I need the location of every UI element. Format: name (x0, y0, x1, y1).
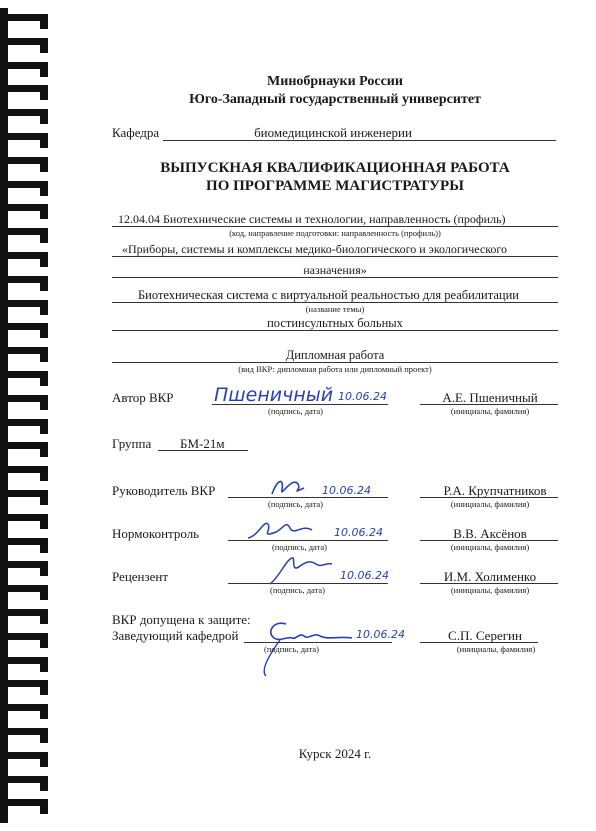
topic-line2: постинсультных больных (267, 316, 403, 330)
binding-ring (8, 85, 48, 92)
topic-line1: Биотехническая система с виртуальной реальностью для реабилитации (138, 288, 519, 302)
binding-ring-tab (40, 426, 48, 434)
head-of-department-label: Заведующий кафедрой (112, 628, 239, 643)
binding-ring-tab (40, 473, 48, 481)
binding-ring (8, 538, 48, 545)
admission-label: ВКР допущена к защите: (112, 612, 251, 627)
reviewer-name-caption: (инициалы, фамилия) (450, 585, 530, 595)
author-name-line (420, 404, 558, 405)
binding-ring (8, 371, 48, 378)
binding-ring (8, 14, 48, 21)
binding-ring (8, 585, 48, 592)
profile-line1: «Приборы, системы и комплексы медико-биологического и экологического (122, 242, 508, 256)
topic-caption: (название темы) (305, 304, 365, 314)
reviewer-signature (266, 552, 336, 588)
supervisor-sign-date: 10.06.24 (322, 484, 371, 497)
author-signature: Пшеничный (214, 384, 334, 406)
binding-ring-tab (40, 116, 48, 124)
binding-ring (8, 252, 48, 259)
city-year: Курск 2024 г. (298, 746, 372, 761)
binding-ring (8, 657, 48, 664)
binding-ring (8, 419, 48, 426)
binding-ring-tab (40, 806, 48, 814)
binding-ring-tab (40, 283, 48, 291)
profile-underline1 (112, 256, 558, 257)
binding-ring (8, 133, 48, 140)
binding-ring (8, 395, 48, 402)
department-label: Кафедра (112, 125, 160, 140)
binding-ring (8, 776, 48, 783)
binding-ring (8, 323, 48, 330)
document-title-line2: ПО ПРОГРАММЕ МАГИСТРАТУРЫ (206, 178, 464, 194)
admission-sig-caption: (подпись, дата) (264, 644, 320, 654)
binding-ring (8, 157, 48, 164)
binding-ring-tab (40, 759, 48, 767)
binding-ring (8, 490, 48, 497)
normcontrol-signature (246, 514, 316, 544)
binding-ring (8, 752, 48, 759)
binding-ring-tab (40, 45, 48, 53)
binding-ring (8, 442, 48, 449)
head-name-line (420, 642, 538, 643)
binding-ring-tab (40, 402, 48, 410)
reviewer-label: Рецензент (112, 569, 169, 584)
normcontrol-sign-date: 10.06.24 (334, 526, 383, 539)
binding-ring (8, 228, 48, 235)
binding-ring (8, 300, 48, 307)
binding-ring (8, 109, 48, 116)
normcontrol-sig-caption: (подпись, дата) (272, 542, 328, 552)
document-title-line1: ВЫПУСКНАЯ КВАЛИФИКАЦИОННАЯ РАБОТА (160, 160, 510, 176)
binding-ring (8, 704, 48, 711)
head-name-caption: (инициалы, фамилия) (456, 644, 536, 654)
normcontrol-name-line (420, 540, 558, 541)
work-type-underline (112, 362, 558, 363)
binding-ring-tab (40, 188, 48, 196)
binding-ring-tab (40, 378, 48, 386)
direction-caption: (код, направление подготовки: направленность (профиль)) (229, 228, 441, 238)
reviewer-sig-caption: (подпись, дата) (270, 585, 326, 595)
binding-ring (8, 680, 48, 687)
binding-ring-tab (40, 711, 48, 719)
binding-ring-tab (40, 640, 48, 648)
supervisor-name: Р.А. Крупчатников (443, 483, 547, 498)
binding-ring-tab (40, 21, 48, 29)
binding-ring (8, 728, 48, 735)
binding-ring-tab (40, 330, 48, 338)
normcontrol-name: В.В. Аксёнов (453, 526, 527, 541)
binding-ring-tab (40, 592, 48, 600)
admission-sign-date: 10.06.24 (356, 628, 405, 641)
profile-line2: назначения» (303, 263, 367, 277)
supervisor-name-line (420, 497, 558, 498)
binding-ring (8, 514, 48, 521)
binding-ring-tab (40, 449, 48, 457)
author-sign-date: 10.06.24 (338, 390, 387, 403)
binding-ring-tab (40, 211, 48, 219)
profile-underline2 (112, 277, 558, 278)
binding-ring-tab (40, 307, 48, 315)
department-value: биомедицинской инженерии (254, 125, 412, 140)
binding-ring-tab (40, 545, 48, 553)
author-name-caption: (инициалы, фамилия) (450, 406, 530, 416)
reviewer-name-line (420, 583, 558, 584)
binding-ring-tab (40, 259, 48, 267)
author-sig-caption: (подпись, дата) (268, 406, 324, 416)
work-type-caption: (вид ВКР: дипломная работа или дипломный проект) (238, 364, 432, 374)
supervisor-signature-line (228, 497, 388, 498)
binding-ring (8, 466, 48, 473)
binding-ring (8, 609, 48, 616)
binding-ring-tab (40, 354, 48, 362)
binding-ring-tab (40, 235, 48, 243)
normcontrol-label: Нормоконтроль (112, 526, 200, 541)
binding-ring (8, 62, 48, 69)
supervisor-sig-caption: (подпись, дата) (268, 499, 324, 509)
reviewer-sign-date: 10.06.24 (340, 569, 389, 582)
binding-ring (8, 181, 48, 188)
binding-ring-tab (40, 521, 48, 529)
university-name: Юго-Западный государственный университет (189, 92, 481, 107)
direction-value: 12.04.04 Биотехнические системы и технологии, направленность (профиль) (118, 212, 506, 226)
binding-ring-tab (40, 140, 48, 148)
supervisor-name-caption: (инициалы, фамилия) (450, 499, 530, 509)
topic-underline1 (112, 302, 558, 303)
binding-ring (8, 561, 48, 568)
supervisor-label: Руководитель ВКР (112, 483, 216, 498)
binding-ring (8, 276, 48, 283)
binding-ring-tab (40, 616, 48, 624)
reviewer-name: И.М. Холименко (443, 569, 537, 584)
binding-ring-tab (40, 664, 48, 672)
binding-ring (8, 347, 48, 354)
normcontrol-name-caption: (инициалы, фамилия) (450, 542, 530, 552)
supervisor-signature (268, 474, 308, 500)
group-label: Группа (112, 436, 152, 451)
binding-ring (8, 38, 48, 45)
binding-ring (8, 204, 48, 211)
binding-ring-tab (40, 735, 48, 743)
binding-ring-tab (40, 783, 48, 791)
author-label: Автор ВКР (112, 390, 174, 405)
binding-ring-tab (40, 497, 48, 505)
group-value: БМ-21м (180, 436, 225, 451)
spiral-binding (0, 0, 62, 831)
binding-ring (8, 633, 48, 640)
work-type-value: Дипломная работа (285, 348, 385, 362)
binding-ring-tab (40, 568, 48, 576)
binding-ring-tab (40, 69, 48, 77)
binding-ring-tab (40, 92, 48, 100)
binding-ring-tab (40, 164, 48, 172)
ministry-name: Минобрнауки России (267, 74, 403, 89)
topic-underline2 (112, 330, 558, 331)
binding-ring-tab (40, 687, 48, 695)
head-of-department-name: С.П. Серегин (448, 628, 522, 643)
direction-underline (112, 226, 558, 227)
binding-ring (8, 799, 48, 806)
author-name: А.Е. Пшеничный (442, 390, 538, 405)
